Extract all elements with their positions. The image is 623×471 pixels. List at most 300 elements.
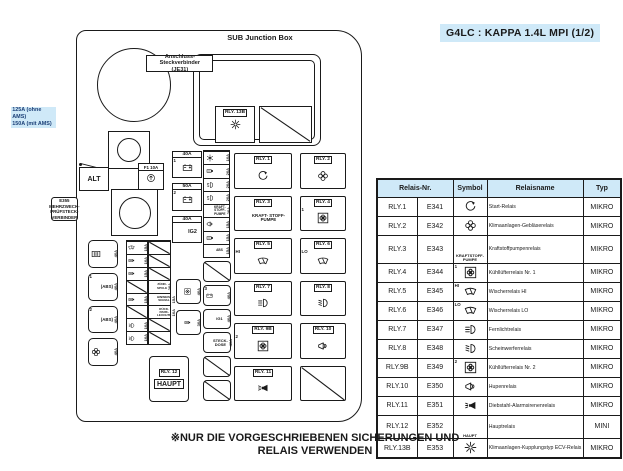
relay-body <box>235 377 291 400</box>
relay-code: E345 <box>417 282 453 301</box>
fuse-amp-label: 10A <box>143 334 148 342</box>
relay-body <box>301 249 345 272</box>
fuse-amp-label: 20A <box>225 207 231 215</box>
relay-type: MIKRO <box>583 263 621 282</box>
mini-fuse <box>204 178 229 191</box>
fuse <box>203 356 231 377</box>
relay-label: RLY. 3 <box>254 199 272 207</box>
relay-name: Hauptrelais <box>487 415 583 438</box>
mini-fuse <box>149 293 176 306</box>
fuse-icon <box>206 339 213 346</box>
battery-icon <box>182 162 193 173</box>
fuse-body <box>173 190 201 209</box>
mini-fuse <box>204 217 229 230</box>
relay-slot <box>234 281 292 317</box>
mini-fuse <box>149 331 170 344</box>
headlight-icon <box>206 181 214 189</box>
fuse-icon <box>206 207 214 215</box>
e355-line3: PRÜFSTECK- <box>50 209 79 215</box>
fuse-amp-label: 15A <box>143 270 148 278</box>
fuse-icon <box>150 283 157 290</box>
mini-fuse <box>204 191 229 204</box>
table-row <box>377 301 621 320</box>
relay-slot <box>234 323 292 359</box>
relay-text: KRAFT- STOFF- PUMPE <box>251 212 285 223</box>
relay-symbol-cell <box>453 339 487 358</box>
warning-caption-line2: RELAIS VERWENDEN <box>257 444 373 457</box>
relay-slot <box>234 366 292 402</box>
siren-icon <box>257 382 269 394</box>
fan-icon <box>464 219 477 232</box>
relay-rly12 <box>149 356 189 402</box>
right-fuse-column <box>203 261 231 401</box>
fuse-amp-label: 10A <box>171 308 177 316</box>
warning-caption-line1: ※NUR DIE VORGESCHRIEBENEN SICHERUNGEN UND <box>170 432 460 444</box>
fuse-icon <box>206 247 214 255</box>
relay-number: RLY.7 <box>377 320 417 339</box>
fuse-index: 3 <box>204 285 207 291</box>
warning-caption <box>105 432 525 457</box>
fuse <box>88 338 118 366</box>
siren-icon <box>464 399 477 412</box>
fuse-amp-label: 40A <box>226 291 231 299</box>
fuse-text: KRAFT- STOFF- PUMPE <box>214 205 226 216</box>
relay-type: MIKRO <box>583 282 621 301</box>
relay-symbol-cell <box>453 198 487 217</box>
fuse <box>203 309 231 330</box>
relay-label: RLY. 13B <box>223 109 247 117</box>
main-fuse <box>172 151 202 178</box>
fuse <box>203 285 231 306</box>
horn-icon <box>464 380 477 393</box>
fuse-index: 1 <box>89 273 92 279</box>
relay-body <box>235 334 291 357</box>
relay-number: RLY.5 <box>377 282 417 301</box>
col-header-symbol: Symbol <box>453 179 487 198</box>
fuse-text: IG2 <box>188 229 197 236</box>
fan-boxed-icon <box>317 212 329 224</box>
col-header-relais-nr: Relais-Nr. <box>377 179 453 198</box>
table-row <box>377 396 621 415</box>
relay-type: MIKRO <box>583 217 621 236</box>
fuse <box>88 240 118 268</box>
relay-number: RLY.13B <box>377 439 417 459</box>
relay-slot <box>300 196 346 232</box>
relay-code: E341 <box>417 198 453 217</box>
lighter-icon <box>128 296 135 303</box>
start-icon <box>257 170 269 182</box>
mini-fuse <box>204 164 229 177</box>
left-fuse-column <box>88 240 118 366</box>
lighter-icon <box>128 270 135 277</box>
relay-name: Klimaanlagen-Kupplungstyp ECV-Relais <box>487 439 583 459</box>
relay-body <box>235 249 291 272</box>
relay-code: E343 <box>417 236 453 264</box>
fuse-amp-label: 20A <box>225 194 230 202</box>
main-fuse <box>172 216 202 243</box>
wiper-icon <box>464 304 477 317</box>
mini-fuse <box>127 267 147 280</box>
fuse-text: (ABS) <box>100 316 113 322</box>
relay-label: RLY. 10 <box>313 326 334 334</box>
relay-number: RLY.11 <box>377 396 417 415</box>
mini-fuse <box>127 293 147 306</box>
symbol-modifier: HI <box>454 283 459 289</box>
lighter-icon <box>206 234 214 242</box>
fuse-text: ABS <box>216 248 223 253</box>
relay-symbol-cell <box>453 217 487 236</box>
headlight-icon <box>128 322 135 329</box>
fuse-amp-label: 40A <box>113 348 118 356</box>
relay-number: RLY.12 <box>377 415 417 438</box>
relay-body <box>235 164 291 187</box>
relay-code: E353 <box>417 439 453 459</box>
relay-name: Fernlichtrelais <box>487 320 583 339</box>
table-row <box>377 236 621 264</box>
mini-fuse <box>149 280 173 293</box>
relay-symbol-cell <box>453 263 487 282</box>
relay-symbol-cell <box>453 396 487 415</box>
mounting-hole-circle <box>117 138 141 162</box>
battery-icon <box>206 292 213 299</box>
mini-fuse-strip <box>203 150 230 258</box>
fuse-text: STECK- DOSE <box>213 337 228 347</box>
fuse-amp-label: 50A <box>173 184 201 190</box>
fuse <box>176 279 201 304</box>
relay-code: E348 <box>417 339 453 358</box>
wiper-icon <box>317 255 329 267</box>
fusible-link-label <box>11 107 56 129</box>
relay-modifier: 1 <box>301 206 304 212</box>
relay-body <box>301 292 345 315</box>
relay-body <box>301 207 345 230</box>
relay-code: E350 <box>417 377 453 396</box>
mini-fuse <box>149 318 170 331</box>
mini-fuse <box>149 305 177 318</box>
je31-label-line1: Anschluss-Steckverbinder <box>159 54 201 67</box>
relay-icon <box>235 212 246 224</box>
fuse-amp-label: 20A <box>225 180 230 189</box>
relay-number: RLY.3 <box>377 236 417 264</box>
relay-type: MIKRO <box>583 377 621 396</box>
relay-number: RLY.8 <box>377 339 417 358</box>
relay-name: Kühllüfterrelais Nr. 1 <box>487 263 583 282</box>
relay-name: Hupenrelais <box>487 377 583 396</box>
horn-icon <box>206 220 214 228</box>
fuse-icon <box>91 314 101 324</box>
lighter-icon <box>206 167 214 175</box>
table-row <box>377 217 621 236</box>
wiper-icon <box>128 244 135 251</box>
relay-icon <box>464 238 477 251</box>
fuse <box>176 310 201 335</box>
relay-slot <box>300 238 346 274</box>
mini-fuse-column-2 <box>148 240 177 345</box>
table-row <box>377 282 621 301</box>
relay-slot <box>234 238 292 274</box>
snowflake-icon <box>206 154 214 162</box>
relay-name: Diebstahl-Alarmsirenenrelais <box>487 396 583 415</box>
symbol-modifier: LO <box>454 302 461 308</box>
mini-fuse <box>127 280 147 293</box>
symbol-modifier: 1 <box>454 264 458 270</box>
headlight-icon <box>128 335 135 342</box>
table-header-row <box>377 179 621 198</box>
wiper-icon <box>464 285 477 298</box>
fuse-amp-label: 15A <box>170 295 176 304</box>
relay-grid <box>234 153 346 401</box>
mini-fuse <box>149 241 170 254</box>
fuse-amp-label: 10A <box>143 257 148 265</box>
relay-type: MIKRO <box>583 236 621 264</box>
relay-symbol-cell <box>453 377 487 396</box>
relay-symbol-cell <box>453 282 487 301</box>
e355-line4: VERBINDER <box>51 214 78 220</box>
relay-slot <box>300 366 346 402</box>
relay-label: RLY. 7 <box>254 284 272 292</box>
beam-high-icon <box>257 297 269 309</box>
fuse-text: (ABS) <box>100 284 113 290</box>
battery-icon <box>182 194 193 205</box>
fan-boxed-icon <box>464 361 477 374</box>
relay-slot <box>234 196 292 232</box>
fuse-body <box>173 158 201 177</box>
fuse-text: ZÜND- SPULE <box>157 282 168 290</box>
relay-number: RLY.1 <box>377 198 417 217</box>
fuse-amp-label: 10A <box>225 154 230 162</box>
fuse-amp-label: 20A <box>167 282 173 291</box>
relay-code: E344 <box>417 263 453 282</box>
mini-fuse <box>127 331 147 344</box>
fuse-f1 <box>138 163 164 190</box>
alternator-icon <box>146 173 156 183</box>
fuse-amp-label: 15A <box>225 233 230 242</box>
table-row <box>377 339 621 358</box>
mini-fuse <box>149 267 170 280</box>
fuse-text: IG1 <box>216 315 223 321</box>
relay-type: MIKRO <box>583 339 621 358</box>
relay-slot <box>300 323 346 359</box>
fuse-amp-label: 15A <box>143 244 148 252</box>
beam-high-icon <box>464 323 477 336</box>
relay-code: E346 <box>417 301 453 320</box>
fusible-link-line1: 125A (ohne AMS) <box>12 107 42 121</box>
fuse-text: RÜCK- PARK- LEUCHTE <box>157 306 172 317</box>
relay-symbol-cell <box>453 320 487 339</box>
relay-slot <box>300 153 346 189</box>
relay-code: E351 <box>417 396 453 415</box>
fusible-link-line2: 150A (mit AMS) <box>12 121 52 128</box>
relay-body <box>301 164 345 187</box>
relay-label: RLY. 6 <box>314 241 332 249</box>
relay-number: RLY.2 <box>377 217 417 236</box>
col-header-relaisname: Relaisname <box>487 179 583 198</box>
relay-modifier: LO <box>301 249 308 255</box>
fuse <box>88 273 118 301</box>
relay-type: MIKRO <box>583 320 621 339</box>
relay-label: RLY. 12 <box>159 369 180 377</box>
relay-number: RLY.10 <box>377 377 417 396</box>
fuse <box>88 306 118 334</box>
col-header-typ: Typ <box>583 179 621 198</box>
relay-slot <box>300 281 346 317</box>
fuse-index: 2 <box>173 190 176 196</box>
relay-number: RLY.4 <box>377 263 417 282</box>
relay-slot <box>234 153 292 189</box>
fuse-amp-label: 40A <box>196 287 201 296</box>
relay-label: RLY. 4 <box>314 199 332 207</box>
fuse-index: 2 <box>89 306 92 312</box>
fan-icon <box>317 170 329 182</box>
table-row <box>377 377 621 396</box>
relay-text: HAUPT <box>154 379 185 390</box>
compressor-icon <box>230 119 241 130</box>
fuse-amp-label: 40A <box>113 250 118 258</box>
relay-name: Wischerrelais HI <box>487 282 583 301</box>
relay-name: Kühllüfterrelais Nr. 2 <box>487 358 583 377</box>
relay-symbol-cell <box>453 301 487 320</box>
symbol-text: KRAFTSTOFF-PUMPE <box>456 253 484 263</box>
relay-rly13b <box>215 106 255 143</box>
pointer-dot <box>79 163 82 166</box>
alternator-terminal: ALT <box>79 167 109 191</box>
mini-fuse <box>127 305 147 318</box>
relay-body <box>301 334 345 357</box>
fuse-icon <box>150 309 157 316</box>
e355-line2: MEHRZWECK- <box>49 203 80 209</box>
relay-code: E349 <box>417 358 453 377</box>
relay-modifier: HI <box>235 249 240 255</box>
relay-label: RLY. 2 <box>314 156 332 164</box>
relay-name: Start-Relais <box>487 198 583 217</box>
mounting-hole-circle <box>119 197 151 229</box>
empty-slot <box>259 106 312 143</box>
fuse-amp-label: 15A <box>225 220 230 229</box>
table-row <box>377 358 621 377</box>
fuse-index: 1 <box>173 158 176 163</box>
mini-fuse <box>204 244 229 257</box>
relay-type: MIKRO <box>583 439 621 459</box>
relay-number: RLY.9B <box>377 358 417 377</box>
table-row <box>377 263 621 282</box>
horn-icon <box>317 340 329 352</box>
relay-number: RLY.6 <box>377 301 417 320</box>
page-title: G4LC : KAPPA 1.4L MPI (1/2) <box>440 24 600 42</box>
mini-fuse <box>204 204 229 217</box>
fuse-amp-label: 40A <box>173 152 201 158</box>
mini-fuse <box>127 241 147 254</box>
relay-label: RLY. 11 <box>253 369 274 377</box>
fuse-text: HINWEIS- SIGNAL <box>157 295 171 303</box>
je31-label-line2: (JE31) <box>171 66 189 73</box>
relay-name: Kraftstoffpumpenrelais <box>487 236 583 264</box>
fuse-icon <box>177 227 188 238</box>
fuse-amp-label: 30A <box>196 318 201 327</box>
relay-type: MIKRO <box>583 358 621 377</box>
mini-fuse <box>204 231 229 244</box>
fan-boxed-icon <box>464 266 477 279</box>
start-icon <box>464 200 477 213</box>
fuse-icon <box>91 282 101 292</box>
relay-body <box>235 292 291 315</box>
mini-fuse <box>127 318 147 331</box>
main-fuse-column <box>172 151 202 243</box>
fuse-f1-label: F1 10A <box>139 165 163 171</box>
relay-label: RLY. 1 <box>254 156 272 164</box>
lighter-icon <box>184 319 191 326</box>
mini-fuse-column-1 <box>126 240 148 345</box>
fuse-icon <box>206 316 213 323</box>
relay-type: MIKRO <box>583 301 621 320</box>
fuse-amp-label: 40A <box>227 339 233 347</box>
je31-connector <box>146 55 213 72</box>
relay-label: RLY. 5 <box>254 241 272 249</box>
relay-type: MINI <box>583 415 621 438</box>
e355-connector <box>51 197 79 221</box>
relay-code: E342 <box>417 217 453 236</box>
relay-name: Scheinwerferrelais <box>487 339 583 358</box>
junction-box-label: SUB Junction Box <box>227 33 293 42</box>
relay-table <box>376 178 622 459</box>
relay-code: E347 <box>417 320 453 339</box>
fuse-body <box>173 223 201 242</box>
relay-name: Wischerrelais LO <box>487 301 583 320</box>
fuse-amp-label: 40A <box>113 315 118 324</box>
mini-fuse <box>204 151 229 164</box>
symbol-modifier: 2 <box>454 359 458 365</box>
relay-icon <box>464 418 477 431</box>
mounting-hole <box>111 189 158 236</box>
main-fuse <box>172 183 202 210</box>
relay-symbol-cell <box>453 236 487 264</box>
fan-boxed-icon <box>257 340 269 352</box>
mini-fuse <box>127 254 147 267</box>
fuse <box>203 380 231 401</box>
mid-fuse-column <box>176 279 201 335</box>
fuse-amp-label: 40A <box>173 217 201 223</box>
table-row <box>377 320 621 339</box>
mini-fuse <box>149 254 170 267</box>
relay-label: RLY. 9B <box>252 326 274 334</box>
headlight-icon <box>317 297 329 309</box>
headlight-icon <box>464 342 477 355</box>
e355-line1: E355 <box>59 198 70 204</box>
fuse-amp-label: 40A <box>226 315 231 323</box>
fuse-icon <box>150 296 157 303</box>
relay-type: MIKRO <box>583 396 621 415</box>
relay-modifier: 2 <box>235 334 238 340</box>
relay-label: RLY. 8 <box>314 284 332 292</box>
heater-icon <box>91 249 101 259</box>
fan-boxed-icon <box>184 288 191 295</box>
fuse-amp-label: 15A <box>143 295 148 304</box>
fan-icon <box>91 347 101 357</box>
wiper-icon <box>257 255 269 267</box>
fuse-amp-label: 40A <box>113 282 118 291</box>
relay-type: MIKRO <box>583 198 621 217</box>
fuse-amp-label: 10A <box>143 321 148 329</box>
fuse <box>203 332 231 353</box>
table-row <box>377 198 621 217</box>
symbol-text: HAUPT <box>463 432 477 438</box>
lighter-icon <box>128 257 135 264</box>
headlight-icon <box>206 194 214 202</box>
relay-body <box>235 207 291 230</box>
fuse <box>203 261 231 282</box>
relay-name: Klimaanlagen-Gebläserelais <box>487 217 583 236</box>
relay-symbol-cell <box>453 358 487 377</box>
fuse-amp-label: 15A <box>225 247 230 255</box>
